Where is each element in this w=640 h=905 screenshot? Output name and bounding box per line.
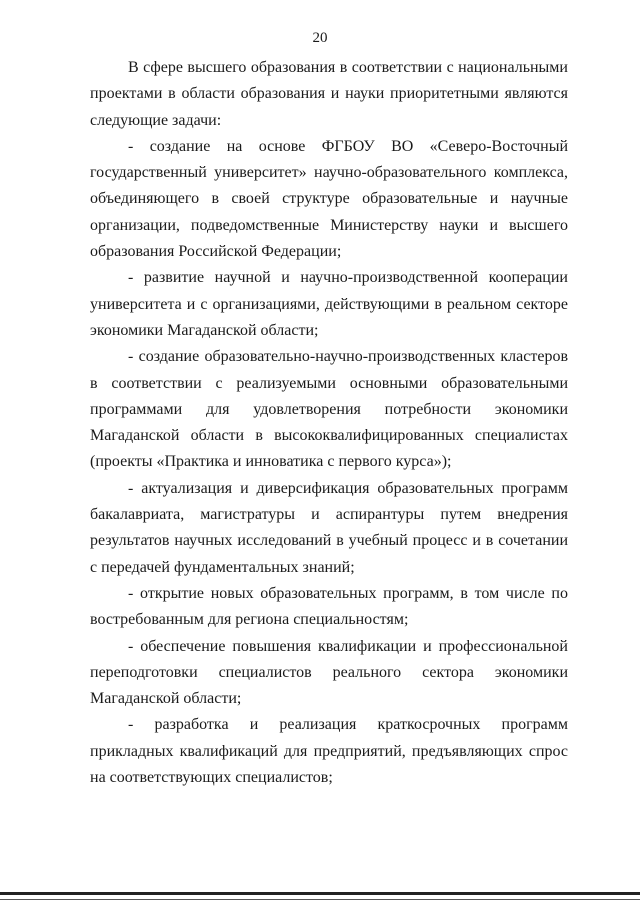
bottom-border-thick (0, 892, 640, 895)
task-paragraph: - разработка и реализация краткосрочных программ прикладных квалификаций для предприятий, предъявляющих спрос на соответствующих специалистов; (90, 716, 568, 787)
document-body (90, 55, 568, 791)
task-paragraph: - открытие новых образовательных программ, в том числе по востребованным для региона специальностям; (90, 584, 568, 629)
task-paragraph: - обеспечение повышения квалификации и профессиональной переподготовки специалистов реального сектора экономики Магаданской области; (90, 637, 568, 708)
task-paragraph: - создание на основе ФГБОУ ВО «Северо-Восточный государственный университет» научно-образовательного комплекса, объединяющего в своей структуре образовательные и научные организации, подведомственные Министерству науки и высшего образования Российской Федерации; (90, 137, 568, 261)
task-paragraph: - актуализация и диверсификация образовательных программ бакалавриата, магистратуры и аспирантуры путем внедрения результатов научных исследований в учебный процесс и в сочетании с передачей фундаментальных знаний; (90, 479, 568, 576)
task-paragraph: - создание образовательно-научно-производственных кластеров в соответствии с реализуемыми основными образовательными программами для удовлетворения потребности экономики Магаданской области в высококвалифицированных специалистах (проекты «Практика и инноватика с первого курса»); (90, 348, 568, 471)
bottom-border-thin (0, 899, 640, 900)
intro-paragraph: В сфере высшего образования в соответствии с национальными проектами в области образования и науки приоритетными являются следующие задачи: (90, 59, 568, 129)
page-number: 20 (312, 30, 328, 46)
task-paragraph: - развитие научной и научно-производственной кооперации университета и с организациями, действующими в реальном секторе экономики Магаданской области; (90, 269, 568, 339)
